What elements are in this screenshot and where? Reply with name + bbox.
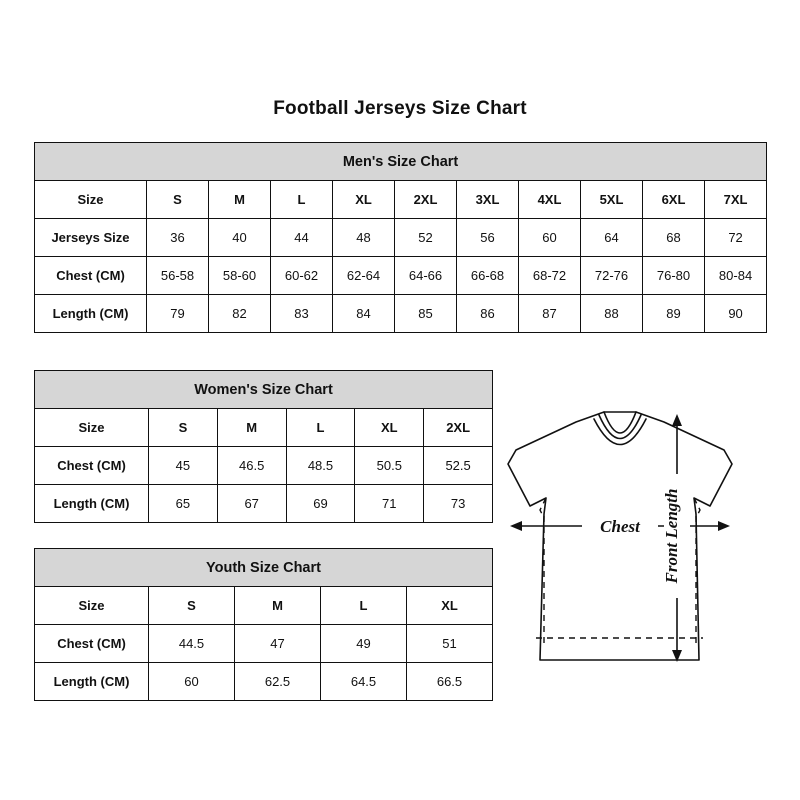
cell: 36 (147, 219, 209, 257)
t-shirt-measurement-diagram (500, 398, 782, 698)
col-header-l: L (321, 587, 407, 625)
table-header-row (35, 181, 767, 219)
womens-chart-caption: Women's Size Chart (35, 371, 493, 409)
col-header-l: L (286, 409, 355, 447)
cell: 76-80 (643, 257, 705, 295)
cell: 49 (321, 625, 407, 663)
row-label-chest: Chest (CM) (35, 257, 147, 295)
cell: 47 (235, 625, 321, 663)
table-caption-row (35, 371, 493, 409)
chest-label: Chest (600, 517, 640, 536)
col-header-xl: XL (407, 587, 493, 625)
mens-chart-caption: Men's Size Chart (35, 143, 767, 181)
cell: 51 (407, 625, 493, 663)
cell: 62.5 (235, 663, 321, 701)
col-header-7xl: 7XL (705, 181, 767, 219)
col-header-s: S (149, 409, 218, 447)
cell: 87 (519, 295, 581, 333)
shirt-neckline (604, 412, 636, 433)
cell: 50.5 (355, 447, 424, 485)
shirt-neckline-inner (599, 415, 641, 439)
cell: 64 (581, 219, 643, 257)
table-caption-row (35, 549, 493, 587)
cell: 40 (209, 219, 271, 257)
col-header-2xl: 2XL (424, 409, 493, 447)
table-row (35, 663, 493, 701)
cell: 71 (355, 485, 424, 523)
row-header-label: Size (35, 587, 149, 625)
cell: 44 (271, 219, 333, 257)
cell: 80-84 (705, 257, 767, 295)
row-label-chest: Chest (CM) (35, 447, 149, 485)
col-header-s: S (147, 181, 209, 219)
row-label-length: Length (CM) (35, 663, 149, 701)
cell: 82 (209, 295, 271, 333)
cell: 66-68 (457, 257, 519, 295)
cell: 52.5 (424, 447, 493, 485)
cell: 64-66 (395, 257, 457, 295)
table-row (35, 485, 493, 523)
cell: 67 (217, 485, 286, 523)
row-label-length: Length (CM) (35, 295, 147, 333)
mens-size-chart-table (34, 142, 767, 333)
youth-chart-caption: Youth Size Chart (35, 549, 493, 587)
cell: 56-58 (147, 257, 209, 295)
cell: 68-72 (519, 257, 581, 295)
col-header-s: S (149, 587, 235, 625)
table-caption-row (35, 143, 767, 181)
col-header-m: M (235, 587, 321, 625)
front-length-label: Front Length (662, 488, 681, 584)
col-header-3xl: 3XL (457, 181, 519, 219)
cell: 62-64 (333, 257, 395, 295)
cell: 46.5 (217, 447, 286, 485)
col-header-m: M (217, 409, 286, 447)
col-header-4xl: 4XL (519, 181, 581, 219)
shirt-collar (594, 419, 646, 445)
col-header-xl: XL (355, 409, 424, 447)
col-header-6xl: 6XL (643, 181, 705, 219)
cell: 64.5 (321, 663, 407, 701)
row-label-jerseys-size: Jerseys Size (35, 219, 147, 257)
cell: 45 (149, 447, 218, 485)
cell: 85 (395, 295, 457, 333)
cell: 48.5 (286, 447, 355, 485)
cell: 89 (643, 295, 705, 333)
cell: 44.5 (149, 625, 235, 663)
table-row (35, 219, 767, 257)
table-header-row (35, 409, 493, 447)
cell: 60-62 (271, 257, 333, 295)
table-row (35, 295, 767, 333)
cell: 48 (333, 219, 395, 257)
col-header-5xl: 5XL (581, 181, 643, 219)
cell: 56 (457, 219, 519, 257)
womens-size-chart-table (34, 370, 493, 523)
cell: 60 (149, 663, 235, 701)
cell: 73 (424, 485, 493, 523)
cell: 86 (457, 295, 519, 333)
col-header-l: L (271, 181, 333, 219)
table-row (35, 447, 493, 485)
table-header-row (35, 587, 493, 625)
youth-size-chart-table (34, 548, 493, 701)
cell: 88 (581, 295, 643, 333)
row-header-label: Size (35, 181, 147, 219)
cell: 52 (395, 219, 457, 257)
cell: 66.5 (407, 663, 493, 701)
col-header-m: M (209, 181, 271, 219)
cell: 84 (333, 295, 395, 333)
cell: 90 (705, 295, 767, 333)
cell: 72 (705, 219, 767, 257)
row-label-length: Length (CM) (35, 485, 149, 523)
cell: 68 (643, 219, 705, 257)
col-header-2xl: 2XL (395, 181, 457, 219)
row-label-chest: Chest (CM) (35, 625, 149, 663)
page-title: Football Jerseys Size Chart (273, 98, 527, 119)
cell: 58-60 (209, 257, 271, 295)
table-row (35, 257, 767, 295)
cell: 65 (149, 485, 218, 523)
cell: 83 (271, 295, 333, 333)
cell: 60 (519, 219, 581, 257)
row-header-label: Size (35, 409, 149, 447)
cell: 72-76 (581, 257, 643, 295)
col-header-xl: XL (333, 181, 395, 219)
cell: 69 (286, 485, 355, 523)
table-row (35, 625, 493, 663)
cell: 79 (147, 295, 209, 333)
